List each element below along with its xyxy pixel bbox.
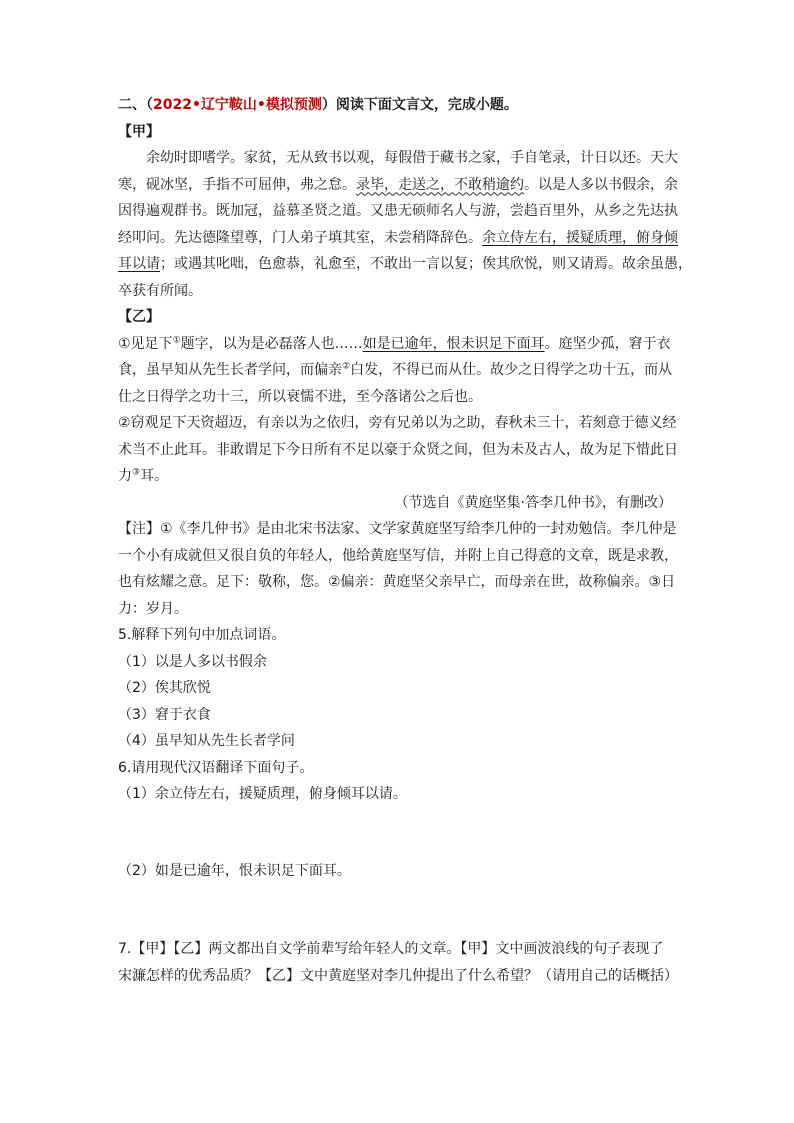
header-suffix: ）阅读下面文言文，完成小题。 [321, 97, 518, 113]
question-5-item-2: （2）俟其欣悦 [118, 680, 211, 696]
underlined-sentence: 余立侍左右，援疑质理，俯身倾 [482, 229, 678, 246]
footnote-marker: ③ [132, 467, 141, 478]
question-6-item-1: （1）余立侍左右，援疑质理，俯身倾耳以请。 [118, 786, 407, 802]
answer-space [118, 808, 678, 858]
passage-a: 余幼时即嗜学。家贫，无从致书以观，每假借于藏书之家，手自笔录，计日以还。天大 寒，砚冰坚，手指不可屈伸，弗之怠。录毕，走送之，不敢稍逾约。以是人多以书假余，余 因得遍观群书。既加冠，益慕圣贤之道。又患无硕师名人与游，尝趋百里外，从乡之先达执 经叩问。先达德隆望尊，门人弟子填其室，未尝稍降辞色。余立侍左右，援疑质理，俯身倾 耳以请；或遇其叱咄，色愈恭，礼愈至，不敢出一言以复；俟其欣悦，则又请焉。故余虽愚， 卒获有所闻。 [118, 150, 692, 299]
passage-a-label: 【甲】 [118, 123, 160, 140]
question-6-item-2: （2）如是已逾年，恨未识足下面耳。 [118, 862, 351, 879]
passage-b: ①见足下①题字，以为是必磊落人也……如是已逾年，恨未识足下面耳。庭坚少孤，窘于衣 食，虽早知从先生长者学问，而偏亲②白发，不得已而从仕。故少之日得学之功十五，而从 仕之日得学之功十三，所以衰懦不进，至今落诸公之后也。 ②窃观足下天资超迈，有亲以为之依归，旁有兄弟以为之助，春秋未三十，若刻意于德义经 术当不止此耳。非敢谓足下今日所有不足以豪于众贤之间，但为未及古人，故为足下惜此日 力③耳。 （节选自《黄庭坚集·答李几仲书》，有删改） [118, 331, 678, 517]
question-5-item-3: （3）窘于衣食 [118, 706, 211, 723]
notes: 【注】①《李几仲书》是由北宋书法家、文学家黄庭坚写给李几仲的一封劝勉信。李几仲是 一个小有成就但又很自负的年轻人，他给黄庭坚写信，并附上自己得意的文章，既是求教， 也有炫耀之意。足下：敬称，您。②偏亲：黄庭坚父亲早亡，而母亲在世，故称偏亲。③日 力：岁月。 [118, 521, 678, 617]
document-content [118, 92, 692, 989]
question-5-item-1: （1）以是人多以书假余 [118, 653, 267, 670]
question-7-line-2: 宋濂怎样的优秀品质？【乙】文中黄庭坚对李几仲提出了什么希望？（请用自己的话概括） [118, 967, 678, 984]
passage-b-label: 【乙】 [118, 309, 160, 325]
question-5: 5.解释下列句中加点词语。 [118, 627, 286, 643]
wavy-underlined-sentence: 录毕，走送之，不敢稍逾约 [356, 176, 524, 193]
questions [118, 622, 678, 989]
footnote-marker: ② [342, 361, 351, 372]
underlined-sentence: 如是已逾年，恨未识足下面耳 [362, 335, 545, 352]
header-source: 2022•辽宁鞍山•模拟预测 [153, 97, 322, 113]
passage-source: （节选自《黄庭坚集·答李几仲书》，有删改） [394, 494, 672, 511]
footnote-marker: ① [172, 334, 181, 345]
question-6: 6.请用现代汉语翻译下面句子。 [118, 759, 314, 776]
question-7-line-1: 7.【甲】【乙】两文都出自文学前辈写给年轻人的文章。【甲】文中画波浪线的句子表现了 [118, 941, 664, 957]
question-5-item-4: （4）虽早知从先生长者学问 [118, 733, 295, 749]
answer-space [118, 884, 678, 936]
section-header [118, 92, 678, 119]
underlined-sentence: 耳以请 [118, 256, 160, 272]
header-prefix: 二、（ [118, 97, 153, 113]
